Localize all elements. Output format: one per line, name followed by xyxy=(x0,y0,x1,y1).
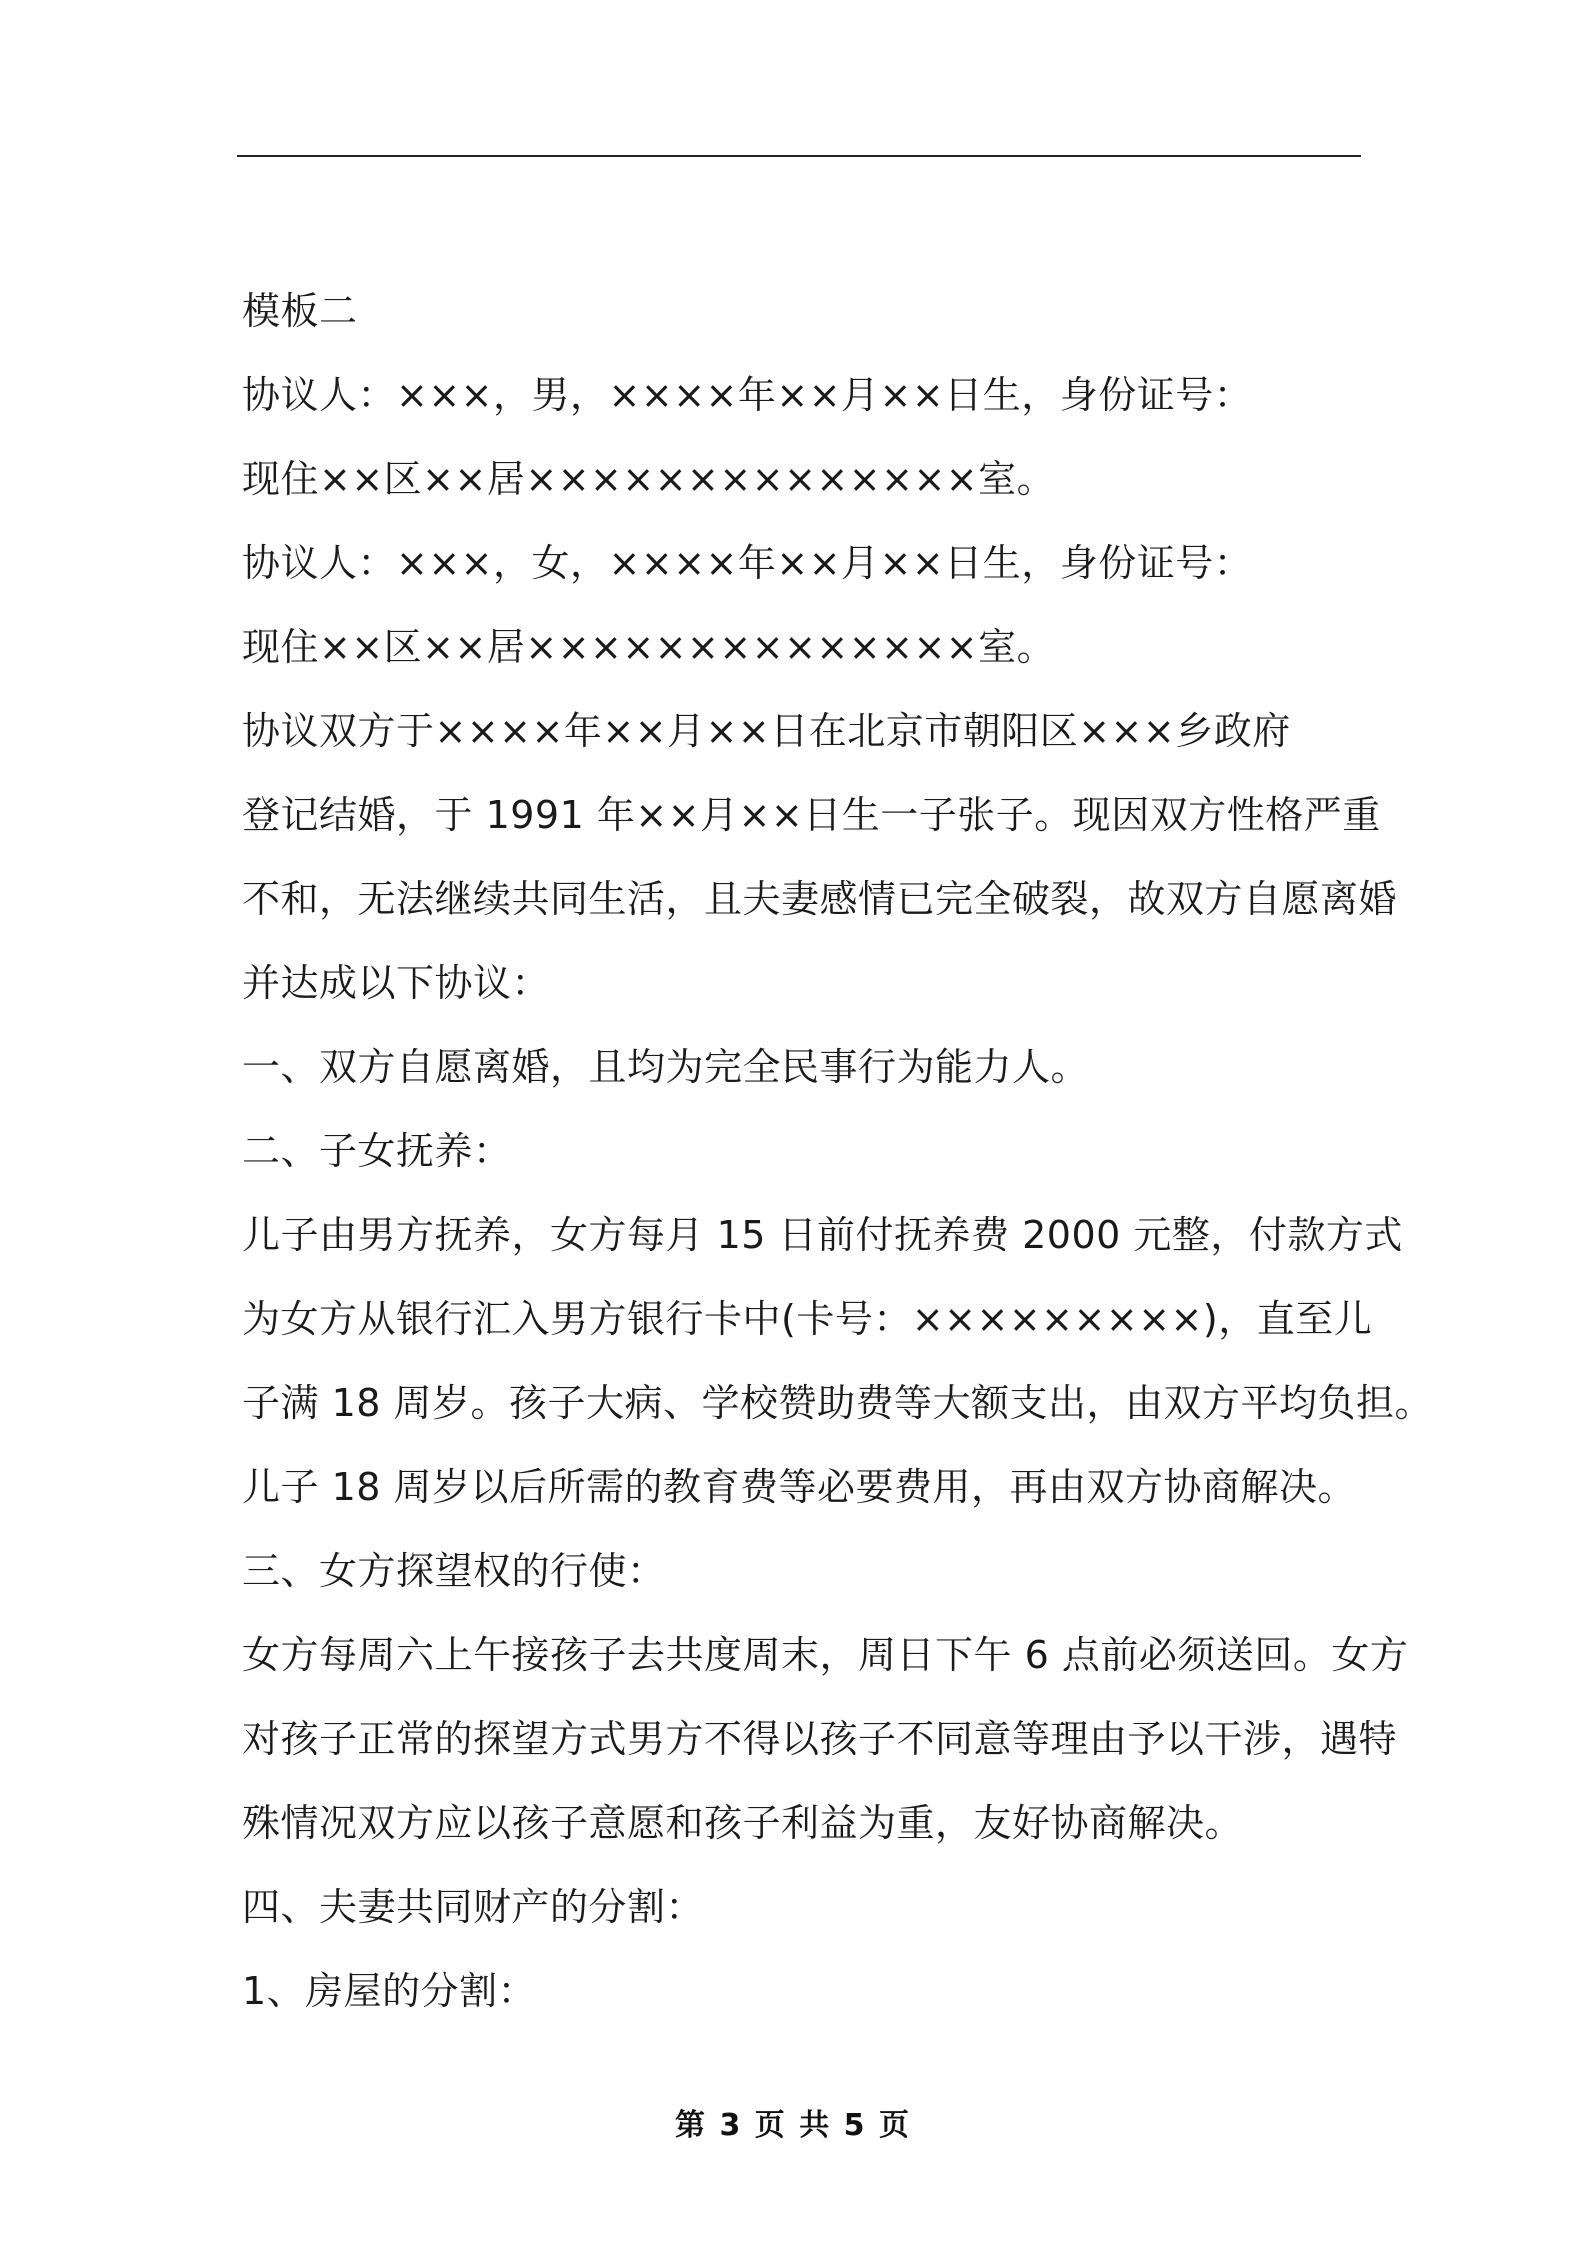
clause-heading: 二、子女抚养： xyxy=(242,1129,512,1173)
text-line: 殊情况双方应以孩子意愿和孩子利益为重，友好协商解决。 xyxy=(242,1801,1244,1845)
text-line: 现住××区××居××××××××××××××室。 xyxy=(242,457,1056,501)
section-title: 模板二 xyxy=(242,289,358,333)
clause-heading: 一、双方自愿离婚，且均为完全民事行为能力人。 xyxy=(242,1045,1090,1089)
text-line: 对孩子正常的探望方式男方不得以孩子不同意等理由予以干涉，遇特 xyxy=(242,1717,1398,1761)
header-rule xyxy=(237,155,1361,157)
text-line: 儿子 18 周岁以后所需的教育费等必要费用，再由双方协商解决。 xyxy=(242,1465,1357,1509)
text-line: 现住××区××居××××××××××××××室。 xyxy=(242,625,1056,669)
text-line: 为女方从银行汇入男方银行卡中(卡号：×××××××××)，直至儿 xyxy=(242,1297,1373,1341)
text-line: 协议人：×××，男，××××年××月××日生，身份证号： xyxy=(242,373,1253,417)
text-line: 子满 18 周岁。孩子大病、学校赞助费等大额支出，由双方平均负担。 xyxy=(242,1381,1434,1425)
sub-clause-heading: 1、房屋的分割： xyxy=(242,1969,537,2013)
clause-heading: 三、女方探望权的行使： xyxy=(242,1549,666,1593)
text-line: 登记结婚，于 1991 年××月××日生一子张子。现因双方性格严重 xyxy=(242,793,1381,837)
clause-heading: 四、夫妻共同财产的分割： xyxy=(242,1885,705,1929)
text-line: 并达成以下协议： xyxy=(242,961,551,1005)
text-line: 女方每周六上午接孩子去共度周末，周日下午 6 点前必须送回。女方 xyxy=(242,1633,1409,1677)
page-number: 第 3 页 共 5 页 xyxy=(675,2108,911,2143)
text-line: 不和，无法继续共同生活，且夫妻感情已完全破裂，故双方自愿离婚 xyxy=(242,877,1398,921)
text-line: 协议人：×××，女，××××年××月××日生，身份证号： xyxy=(242,541,1253,585)
text-line: 协议双方于××××年××月××日在北京市朝阳区×××乡政府 xyxy=(242,709,1291,753)
document-body xyxy=(242,282,1434,2046)
text-line: 儿子由男方抚养，女方每月 15 日前付抚养费 2000 元整，付款方式 xyxy=(242,1213,1403,1257)
